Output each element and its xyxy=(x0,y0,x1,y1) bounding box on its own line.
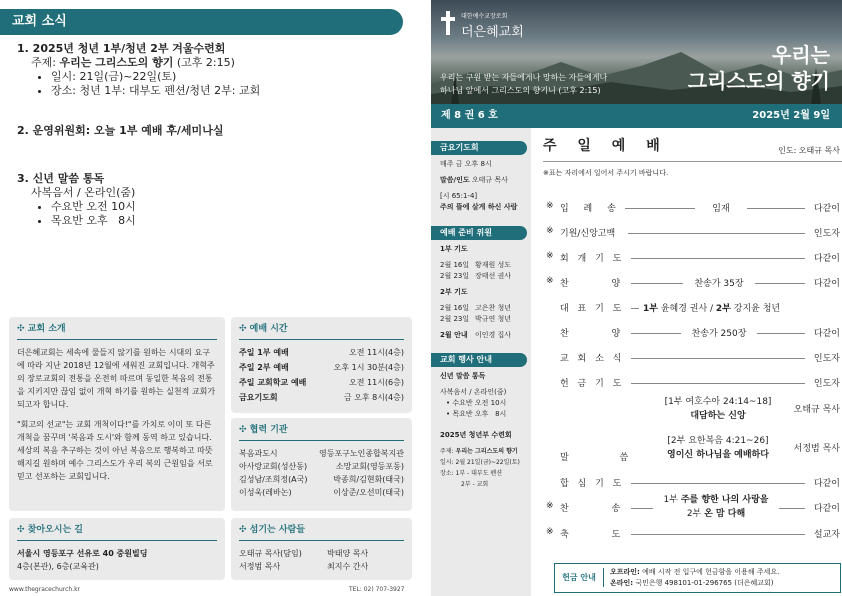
service-item xyxy=(543,225,842,241)
item-detail: 찬송가 35장 xyxy=(694,279,744,289)
time-row xyxy=(239,391,404,404)
service-leader: 인도: 오태규 목사 xyxy=(778,146,840,155)
prep-name: 황재원 성도 xyxy=(475,261,512,269)
service-title: 주 일 예 배 xyxy=(543,138,668,154)
service-item xyxy=(543,395,842,425)
theme-text: 우리는 그리스도의 향기 xyxy=(59,56,174,69)
item-performer: 인도자 xyxy=(813,379,840,389)
intro-title: ✣ 교회 소개 xyxy=(17,323,217,340)
friday-sermon: 주의 뜰에 살게 하신 사람 xyxy=(440,203,518,211)
prep-row xyxy=(440,330,522,341)
hero-banner xyxy=(431,0,842,104)
item-name: 대 표 기 도 xyxy=(560,304,625,314)
time-row xyxy=(239,361,404,374)
time-label: 금요기도회 xyxy=(239,393,278,402)
part-label: 2부 xyxy=(715,304,731,314)
prep-row xyxy=(440,260,522,271)
prep-group: 2월 안내 xyxy=(440,331,468,339)
time-row xyxy=(239,346,404,359)
event-bullet-text: 목요반 오후 8시 xyxy=(452,410,507,418)
news-header: 교회 소식 xyxy=(0,9,403,35)
volume-number: 제 8 권 6 호 xyxy=(441,110,498,121)
hymn-detail xyxy=(653,493,779,521)
partner-name: 박종희/김현화(태국) xyxy=(333,475,404,484)
event-theme-text: 우리는 그리스도의 향기 xyxy=(455,448,518,455)
item-name: 말 씀 xyxy=(560,453,653,463)
partners-title: ✣ 협력 기관 xyxy=(239,424,404,441)
service-item xyxy=(543,325,842,341)
sermon-1 xyxy=(633,395,803,423)
prep-group: 2부 기도 xyxy=(440,288,468,296)
friday-leader xyxy=(440,175,522,186)
offering-online xyxy=(610,578,774,588)
theme-verse xyxy=(440,71,607,97)
event-sub: 사복음서 / 온라인(줌) xyxy=(440,388,507,396)
item-performer: 인도자 xyxy=(813,229,840,239)
part-label: 1부 xyxy=(643,304,658,314)
item-performer: 다같이 xyxy=(813,329,840,339)
server-name: 오태규 목사(담임) xyxy=(239,549,302,558)
phone-number: TEL: 02) 707-3927 xyxy=(349,586,405,593)
server-name: 서정범 목사 xyxy=(239,562,281,571)
prep-content xyxy=(431,240,531,341)
title-line: 그리스도의 향기 xyxy=(687,69,830,93)
news-title: 1. 2025년 청년 1부/청년 2부 겨울수련회 xyxy=(17,42,226,55)
sermon-title: 대담하는 신앙 xyxy=(690,411,746,421)
prayer-name: 윤혜경 권사 / xyxy=(657,304,716,314)
verse-line: 우리는 구원 받는 자들에게나 망하는 자들에게나 xyxy=(440,73,608,82)
online-text: 국민은행 498101-01-296765 (더은혜교회) xyxy=(635,579,774,587)
partner-name: 복음과도시 xyxy=(239,449,278,458)
cross-icon xyxy=(441,11,455,35)
service-item xyxy=(543,526,842,542)
partner-row xyxy=(239,447,404,460)
sermon-2 xyxy=(633,434,803,462)
prep-name: 고은찬 청년 xyxy=(475,304,512,312)
leader-label: 말씀/인도 xyxy=(440,176,470,184)
time-label: 주일 교회학교 예배 xyxy=(239,378,307,387)
theme-label: 주제: xyxy=(31,56,60,69)
directions-box xyxy=(9,518,225,580)
news-theme xyxy=(17,56,407,70)
service-item xyxy=(543,434,842,464)
divider xyxy=(543,161,842,162)
hymn-title: 주를 향한 나의 사랑을 xyxy=(680,495,769,505)
issue-bar xyxy=(431,104,842,128)
item-performer: 인도자 xyxy=(813,354,840,364)
item-performer: 다같이 xyxy=(813,479,840,489)
news-item-2 xyxy=(17,124,407,138)
prep-date: 2월 23일 xyxy=(440,315,470,323)
right-page xyxy=(431,0,842,596)
item-name: 헌 금 기 도 xyxy=(560,379,625,389)
service-item xyxy=(543,493,842,523)
friday-time: 매주 금 오후 8시 xyxy=(440,160,492,168)
offering-offline xyxy=(610,567,779,577)
stand-mark: ※ xyxy=(546,276,554,286)
time-value: 오전 11시(6층) xyxy=(349,378,404,387)
website-link[interactable]: www.thegracechurch.kr xyxy=(9,586,81,593)
offering-label: 헌금 안내 xyxy=(562,573,596,582)
item-name: 찬 양 xyxy=(560,279,641,289)
server-row xyxy=(239,547,404,560)
bulletin-title xyxy=(688,42,830,94)
partner-row xyxy=(239,486,404,499)
intro-paragraph: "회고의 선교"는 교회 개척이다!"를 가치로 이미 또 다른 개척을 꿈꾸며 '복음과 도시'와 함께 동역 하고 있습니다. 세상의 복음 추구하는 것이 아닌 복음으로 행복하고 따뜻해지길 원하며 예수 그리스도가 우리 복의 근원임을 서로 믿고 선포하는 교회입니다. xyxy=(17,420,213,481)
sermon-title: 영이신 하나님을 예배하다 xyxy=(667,450,769,460)
directions-title: ✣ 찾아오시는 길 xyxy=(17,524,217,541)
item-detail xyxy=(643,301,780,314)
worship-times-box xyxy=(231,317,412,413)
prep-name: 장태선 권사 xyxy=(475,272,512,280)
events-content xyxy=(431,367,531,490)
service-item xyxy=(543,200,842,216)
prep-row xyxy=(440,314,522,325)
item-performer: 다같이 xyxy=(813,504,840,514)
prep-date: 2월 16일 xyxy=(440,304,470,312)
item-performer: 다같이 xyxy=(813,279,840,289)
prep-row xyxy=(440,303,522,314)
prep-date: 2월 23일 xyxy=(440,272,470,280)
servers-title: ✣ 섬기는 사람들 xyxy=(239,524,404,541)
prep-name: 이인경 집사 xyxy=(475,331,512,339)
friday-prayer-content xyxy=(431,155,531,213)
service-item xyxy=(543,375,842,391)
church-name: 더은혜교회 xyxy=(461,25,524,40)
prep-header: 예배 준비 위원 xyxy=(431,226,527,240)
intro-paragraph: 더은혜교회는 세속에 물들지 않기를 원하는 시대의 요구에 따라 지난 2018년 12월에 세워진 교회입니다. 개혁주의 장로교회의 전통을 온전히 따르며 동일한 복음의 전통을 지키지만 끊임 없이 개혁 하기를 원하는 실천적 교회가 되고자 합니다. xyxy=(17,348,216,409)
stand-mark: ※ xyxy=(546,527,554,537)
item-performer: 다같이 xyxy=(813,204,840,214)
prep-date: 2월 16일 xyxy=(440,261,470,269)
item-name: 찬 송 xyxy=(560,504,641,514)
item-name: 찬 양 xyxy=(560,329,641,339)
time-label: 주일 1부 예배 xyxy=(239,348,289,357)
item-detail: 찬송가 250장 xyxy=(691,329,747,339)
partner-name: 소망교회(영등포동) xyxy=(335,462,404,471)
part-label: 1부 xyxy=(663,495,681,505)
partners-box xyxy=(231,418,412,511)
order-of-service xyxy=(543,135,842,540)
offline-text: 예배 시작 전 입구에 헌금함을 이용해 주세요. xyxy=(642,568,780,576)
online-label: 온라인: xyxy=(610,579,634,587)
partner-row xyxy=(239,460,404,473)
item-name: 축 도 xyxy=(560,530,641,540)
offering-info xyxy=(554,563,841,593)
item-name: 교 회 소 식 xyxy=(560,354,625,364)
prayer-name: 강지윤 청년 xyxy=(730,304,781,314)
leader-name: 오태규 목사 xyxy=(471,176,508,184)
prep-row xyxy=(440,271,522,282)
event-place: 장소: 1부 - 대부도 펜션 xyxy=(440,470,503,477)
worship-times-title: ✣ 예배 시간 xyxy=(239,323,404,340)
news-sub: 사복음서 / 온라인(줌) xyxy=(31,186,136,199)
item-name: 기원/신앙고백 xyxy=(560,229,616,239)
news-title: 2. 운영위원회: 오늘 1부 예배 후/세미나실 xyxy=(17,124,224,137)
service-item xyxy=(543,475,842,491)
service-item xyxy=(543,300,842,316)
news-bullet: • 목요반 오후 8시 xyxy=(51,214,407,228)
item-performer: 오태규 목사 xyxy=(793,405,840,415)
prep-name: 박규연 청년 xyxy=(475,315,512,323)
stand-mark: ※ xyxy=(546,226,554,236)
event-theme xyxy=(440,446,522,457)
intro-box xyxy=(9,317,225,511)
item-performer: 다같이 xyxy=(813,254,840,264)
server-name: 박태양 목사 xyxy=(327,549,369,558)
issue-date: 2025년 2월 9일 xyxy=(752,110,830,121)
server-row xyxy=(239,560,404,573)
time-value: 금 오후 8시(4층) xyxy=(343,393,404,402)
theme-ref: (고후 2:15) xyxy=(173,56,235,69)
time-value: 오전 11시(4층) xyxy=(349,348,404,357)
title-line: 우리는 xyxy=(772,43,830,67)
event-date: 일시: 2월 21일(금)~22일(토) xyxy=(440,459,520,466)
partner-name: 아사랑교회(성산동) xyxy=(239,462,308,471)
stand-mark: ※ xyxy=(546,201,554,211)
event-bullet: • 목요반 오후 8시 xyxy=(446,410,507,418)
item-performer: 서정범 목사 xyxy=(793,444,840,454)
news-item-3 xyxy=(17,172,407,228)
friday-prayer-header: 금요기도회 xyxy=(431,141,527,155)
event-title: 신년 말씀 통독 xyxy=(440,372,486,380)
server-name: 최지수 간사 xyxy=(327,562,369,571)
event-bullet-text: 수요반 오전 10시 xyxy=(452,399,507,407)
sermon-scripture: [1부 여호수아 24:14~18] xyxy=(664,397,772,407)
part-label: 2부 xyxy=(686,509,705,519)
partner-name: 영등포구노인종합복지관 xyxy=(318,449,404,458)
news-bullet: • 일시: 21일(금)~22일(토) xyxy=(51,70,407,84)
service-item xyxy=(543,275,842,291)
item-name: 합 심 기 도 xyxy=(560,479,625,489)
verse-line: 하나님 앞에서 그리스도의 향기니 (고후 2:15) xyxy=(440,86,601,95)
stand-mark: ※ xyxy=(546,251,554,261)
denomination: 대한예수교장로회 xyxy=(461,13,508,20)
hymn-part2 xyxy=(653,507,779,521)
friday-scripture: [시 65:1-4] xyxy=(440,192,478,200)
item-performer: 설교자 xyxy=(813,530,840,540)
hymn-part1 xyxy=(653,493,779,507)
partner-row xyxy=(239,473,404,486)
news-bullet: • 장소: 청년 1부: 대부도 펜션/청년 2부: 교회 xyxy=(51,84,407,98)
partner-name: 이성욱(레바논) xyxy=(239,488,292,497)
sermon-scripture: [2부 요한복음 4:21~26] xyxy=(667,436,769,446)
partner-name: 이상준/오선미(태국) xyxy=(333,488,404,497)
address: 서울시 영등포구 선유로 40 중원빌딩 xyxy=(17,549,148,558)
item-name: 회 개 기 도 xyxy=(560,254,625,264)
news-title: 3. 신년 말씀 통독 xyxy=(17,172,105,185)
news-item-1 xyxy=(17,42,407,98)
partner-name: 김성남/조희정(A국) xyxy=(239,475,308,484)
standing-note: ※표는 자리에서 일어서 주시기 바랍니다. xyxy=(543,169,669,177)
time-row xyxy=(239,376,404,389)
time-value: 오후 1시 30분(4층) xyxy=(333,363,404,372)
offline-label: 오프라인: xyxy=(610,568,640,576)
hymn-title: 온 맘 다해 xyxy=(704,509,746,519)
event-place: 2부 - 교회 xyxy=(461,481,489,488)
event-bullet: • 수요반 오전 10시 xyxy=(446,399,507,407)
news-bullet: • 수요반 오전 10시 xyxy=(51,200,407,214)
item-name: 입 례 송 xyxy=(560,204,622,214)
service-item xyxy=(543,350,842,366)
event-title: 2025년 청년부 수련회 xyxy=(440,431,512,439)
time-label: 주일 2부 예배 xyxy=(239,363,289,372)
news-list xyxy=(17,42,407,228)
event-theme-label: 주제: xyxy=(440,448,456,455)
prep-group: 1부 기도 xyxy=(440,245,468,253)
servers-box xyxy=(231,518,412,580)
sidebar xyxy=(431,128,531,596)
stand-mark: ※ xyxy=(546,501,554,511)
item-detail: 임재 xyxy=(712,204,730,214)
floors: 4층(본관), 6층(교육관) xyxy=(17,562,99,571)
events-header: 교회 행사 안내 xyxy=(431,353,527,367)
service-item xyxy=(543,250,842,266)
